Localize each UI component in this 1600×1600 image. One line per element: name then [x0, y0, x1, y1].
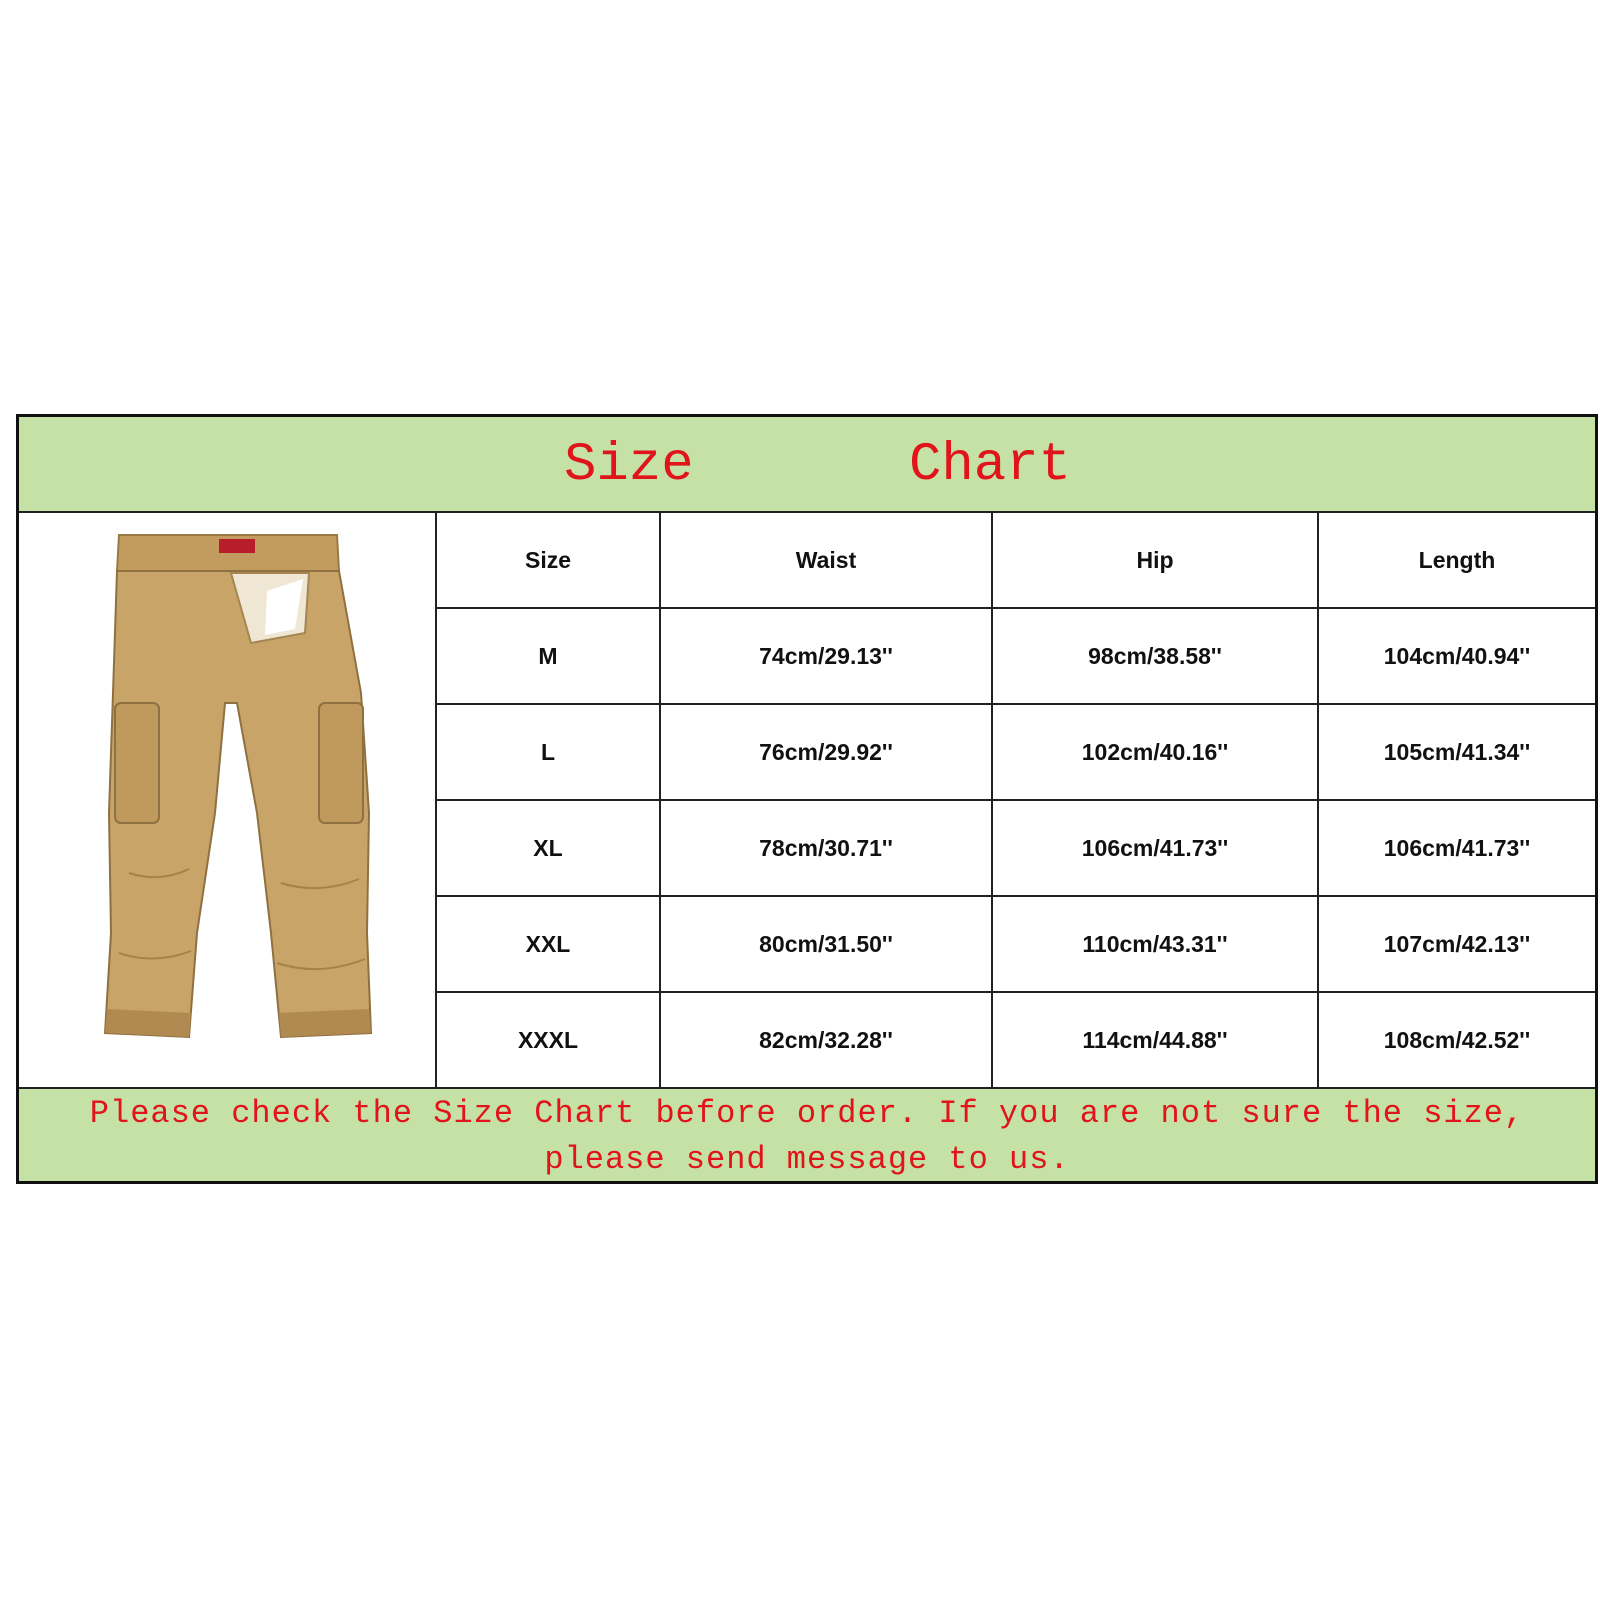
table-header-row: [437, 513, 1595, 608]
header-hip: Hip: [992, 513, 1318, 608]
table-row: [437, 608, 1595, 704]
product-image-cell: [19, 513, 437, 1087]
cell-waist: 78cm/30.71'': [660, 800, 992, 896]
size-table: [437, 513, 1595, 1087]
title-band: [19, 417, 1595, 513]
cell-hip: 98cm/38.58'': [992, 608, 1318, 704]
footer-line-1: Please check the Size Chart before order. If you are not sure the size,: [89, 1095, 1525, 1132]
cell-waist: 82cm/32.28'': [660, 992, 992, 1087]
footer-line-2: please send message to us.: [544, 1141, 1070, 1178]
header-length: Length: [1318, 513, 1595, 608]
table-row: [437, 704, 1595, 800]
cell-size: XXXL: [437, 992, 660, 1087]
cargo-pants-image: [19, 513, 437, 1087]
header-size: Size: [437, 513, 660, 608]
cell-length: 108cm/42.52'': [1318, 992, 1595, 1087]
cell-length: 107cm/42.13'': [1318, 896, 1595, 992]
title-chart: Chart: [909, 435, 1072, 496]
cell-hip: 110cm/43.31'': [992, 896, 1318, 992]
table-row: [437, 800, 1595, 896]
cell-length: 105cm/41.34'': [1318, 704, 1595, 800]
table-row: [437, 896, 1595, 992]
cell-size: M: [437, 608, 660, 704]
cell-hip: 102cm/40.16'': [992, 704, 1318, 800]
cell-size: L: [437, 704, 660, 800]
header-waist: Waist: [660, 513, 992, 608]
cell-size: XXL: [437, 896, 660, 992]
table-row: [437, 992, 1595, 1087]
cell-waist: 80cm/31.50'': [660, 896, 992, 992]
cell-length: 106cm/41.73'': [1318, 800, 1595, 896]
footer-note: [19, 1087, 1595, 1181]
cell-waist: 76cm/29.92'': [660, 704, 992, 800]
title-size: Size: [564, 435, 694, 496]
cell-hip: 114cm/44.88'': [992, 992, 1318, 1087]
cell-length: 104cm/40.94'': [1318, 608, 1595, 704]
cell-hip: 106cm/41.73'': [992, 800, 1318, 896]
size-chart: [16, 414, 1598, 1184]
cell-waist: 74cm/29.13'': [660, 608, 992, 704]
cell-size: XL: [437, 800, 660, 896]
